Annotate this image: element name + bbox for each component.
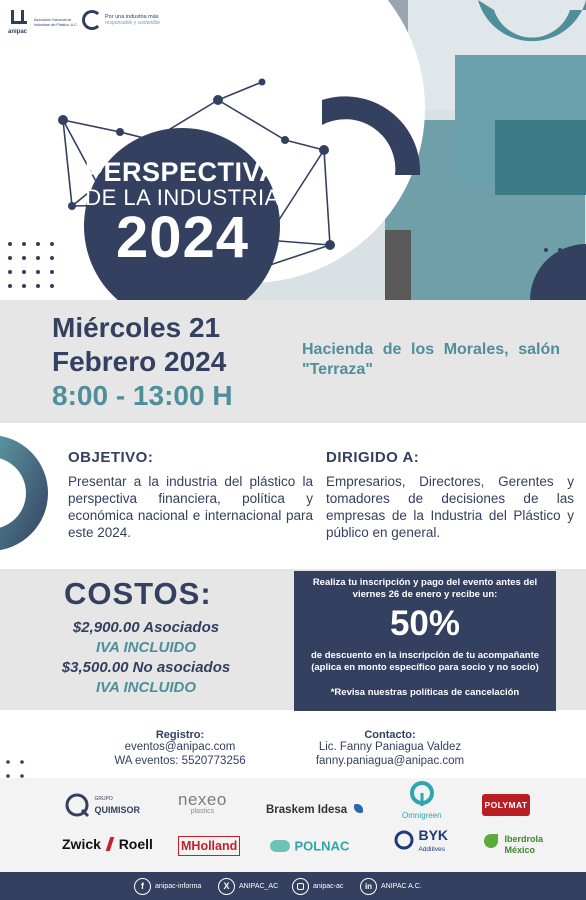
contact-email[interactable]: fanny.paniagua@anipac.com [315,754,465,767]
price-non-members: $3,500.00 No asociados [61,659,231,676]
sponsor-polymat: POLYMAT [482,794,530,816]
registration-whatsapp[interactable]: WA eventos: 5520773256 [114,754,246,767]
linkedin-icon: in [360,878,377,895]
quimisor-icon [64,792,90,818]
left-arc-decoration [0,423,60,569]
anipac-name: Asociación Nacional de Industrias del Plástico, A.C. [34,18,78,27]
omnigreen-icon [407,780,437,806]
social-instagram[interactable]: anipac-ac [292,877,343,895]
objective-text: Presentar a la industria del plástico la perspectiva financiera, política y económica nacional e internacional para este 2024. [68,474,313,540]
contact-name: Lic. Fanny Paniagua Valdez [318,741,462,753]
event-month-year: Febrero 2024 [52,346,227,377]
gray-strip [385,230,411,300]
hero-section [0,0,586,300]
social-linkedin[interactable]: in ANIPAC A.C. [360,877,422,895]
date-band [0,300,586,423]
registration-block [95,729,265,768]
sponsor-braskem: Braskem Idesa [266,800,363,818]
promo-discount: 50% [389,604,461,643]
iva-members: IVA INCLUIDO [96,639,196,656]
sponsor-iberdrola: Iberdrola México [484,834,543,855]
event-day: Miércoles 21 [52,312,221,343]
iva-non-members: IVA INCLUIDO [96,679,196,696]
social-footer [0,872,586,900]
campaign-line2: responsable y sostenible [105,20,161,26]
contact-label: Contacto: [364,729,416,741]
price-members: $2,900.00 Asociados [72,619,220,636]
social-x[interactable]: X ANIPAC_AC [218,877,278,895]
promo-detail: de descuento en la inscripción de tu acompañante (aplica en monto específico para socio y no socio) [310,650,540,673]
sponsor-byk: BYK Additives [394,830,448,855]
polnac-icon [270,840,290,852]
instagram-icon [292,878,309,895]
zwick-slash-icon [106,837,115,851]
byk-icon [394,830,414,850]
sponsor-quimisor: GRUPO QUIMISOR [64,792,140,818]
sponsor-omnigreen: Omnigreen [402,780,442,820]
audience-heading: DIRIGIDO A: [326,449,420,466]
sponsor-mholland: MHolland [178,836,240,856]
sponsor-polnac: POLNAC [270,837,349,855]
anipac-logo [8,10,82,35]
info-section [0,423,586,569]
facebook-icon: f [134,878,151,895]
event-venue: Hacienda de los Morales, salón "Terraza" [302,341,560,378]
campaign-line1: Por una industria más [105,14,159,20]
x-icon: X [218,878,235,895]
event-title [85,130,298,300]
sponsors-strip [0,778,586,872]
title-line1: PERSPECTIVAS [85,157,298,187]
campaign-ring-icon [82,10,102,30]
costs-heading: COSTOS: [64,576,212,611]
social-facebook[interactable]: f anipac-informa [134,877,201,895]
title-line2: DE LA INDUSTRIA [85,185,280,210]
iberdrola-icon [484,834,498,848]
title-year: 2024 [115,205,250,270]
promo-box [294,571,556,711]
registration-label: Registro: [155,729,205,741]
dark-teal-square [495,120,586,195]
registration-email[interactable]: eventos@anipac.com [124,741,236,753]
campaign-logo [82,10,160,30]
braskem-icon [354,804,363,813]
objective-heading: OBJETIVO: [68,449,154,466]
contact-block [295,729,485,768]
promo-note: *Revisa nuestras políticas de cancelación [330,687,520,698]
audience-text: Empresarios, Directores, Gerentes y tomadores de decisiones de las empresas de la Industria del Plástico y público en general. [326,474,574,540]
anipac-mark-icon [8,10,30,28]
sponsor-zwick-roell: Zwick Roell [62,836,153,852]
anipac-brand: anipac [8,29,28,35]
dot-grid-left [8,242,54,288]
sponsor-nexeo: nexeo plastics [178,790,227,815]
event-time: 8:00 - 13:00 H [52,380,233,411]
promo-intro: Realiza tu inscripción y pago del evento antes del viernes 26 de enero y recibe un: [312,577,538,600]
